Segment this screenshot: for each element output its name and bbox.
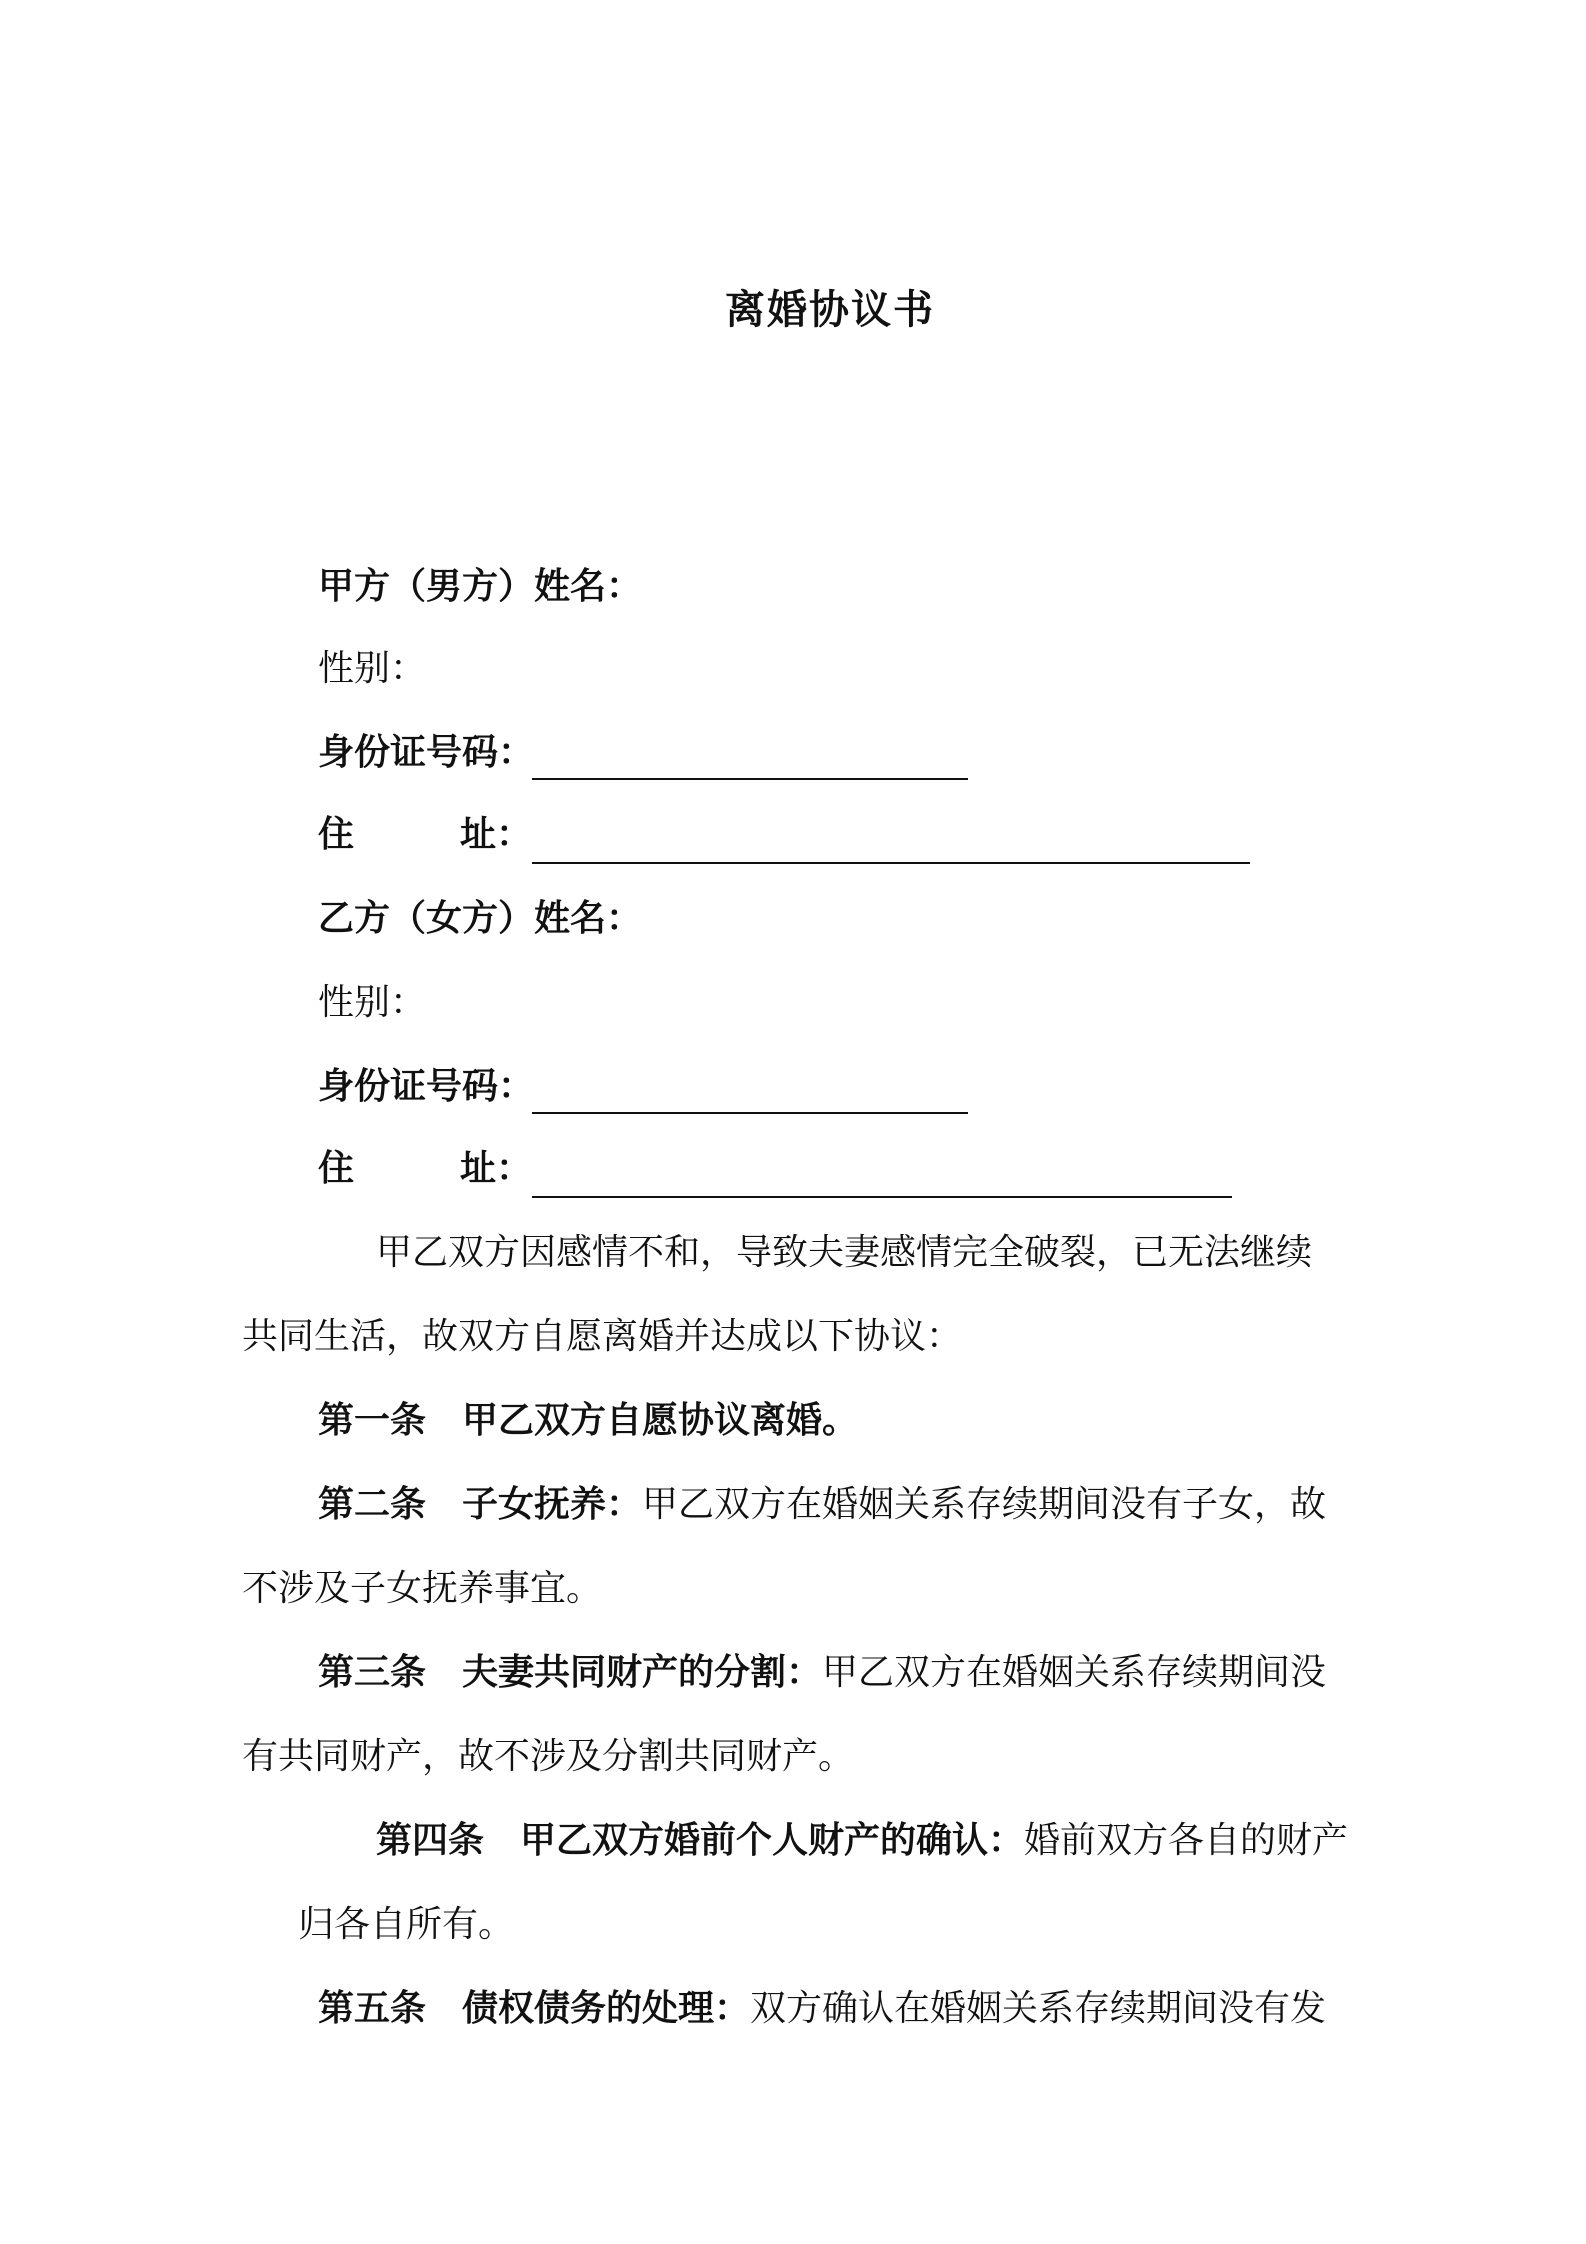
article-4-text-1: 婚前双方各自的财产	[1024, 1820, 1349, 1861]
party-a-address-blank[interactable]	[532, 862, 1250, 864]
party-a-address-label-2: 址：	[460, 814, 533, 855]
article-5-number: 第五条	[318, 1988, 427, 2029]
party-a-gender-label: 性别：	[318, 648, 427, 689]
article-4-text-2: 归各自所有。	[298, 1904, 515, 1945]
party-b-address-blank[interactable]	[532, 1196, 1232, 1198]
article-4-number: 第四条	[376, 1820, 485, 1861]
party-a-id-label: 身份证号码：	[318, 732, 535, 773]
article-5-heading: 债权债务的处理：	[462, 1988, 751, 2029]
party-b-gender-label: 性别：	[318, 982, 427, 1023]
intro-line-1: 甲乙双方因感情不和，导致夫妻感情完全破裂，已无法继续	[376, 1232, 1313, 1273]
party-a-name-label-text: 甲方（男方）姓名：	[318, 566, 643, 607]
party-b-name-label: 乙方（女方）姓名：	[318, 898, 643, 939]
article-3-text-2: 有共同财产，故不涉及分割共同财产。	[242, 1736, 855, 1777]
article-3-number: 第三条	[318, 1652, 427, 1693]
article-2-line-1	[462, 1480, 1326, 1530]
article-4-line-1	[520, 1816, 1348, 1866]
party-a-address-label-1: 住	[318, 814, 355, 855]
article-1-number: 第一条	[318, 1400, 427, 1441]
document-title: 离婚协议书	[725, 287, 935, 333]
article-1-heading: 甲乙双方自愿协议离婚。	[462, 1400, 859, 1441]
article-2-text-1: 甲乙双方在婚姻关系存续期间没有子女，故	[642, 1484, 1327, 1525]
article-4-heading: 甲乙双方婚前个人财产的确认：	[520, 1820, 1025, 1861]
article-2-heading: 子女抚养：	[462, 1484, 643, 1525]
intro-line-2: 共同生活，故双方自愿离婚并达成以下协议：	[242, 1316, 963, 1357]
article-5-text-1: 双方确认在婚姻关系存续期间没有发	[750, 1988, 1327, 2029]
party-a-id-blank[interactable]	[532, 778, 968, 780]
article-2-text-2: 不涉及子女抚养事宜。	[242, 1568, 603, 1609]
article-3-line-1	[462, 1648, 1326, 1698]
party-a-name-label	[318, 562, 642, 612]
article-2-number: 第二条	[318, 1484, 427, 1525]
article-3-text-1: 甲乙双方在婚姻关系存续期间没	[822, 1652, 1327, 1693]
party-b-address-label-2: 址：	[460, 1148, 533, 1189]
party-b-id-label: 身份证号码：	[318, 1066, 535, 1107]
article-3-heading: 夫妻共同财产的分割：	[462, 1652, 823, 1693]
party-b-address-label-1: 住	[318, 1148, 355, 1189]
party-b-id-blank[interactable]	[532, 1112, 968, 1114]
article-5-line-1	[462, 1984, 1326, 2034]
